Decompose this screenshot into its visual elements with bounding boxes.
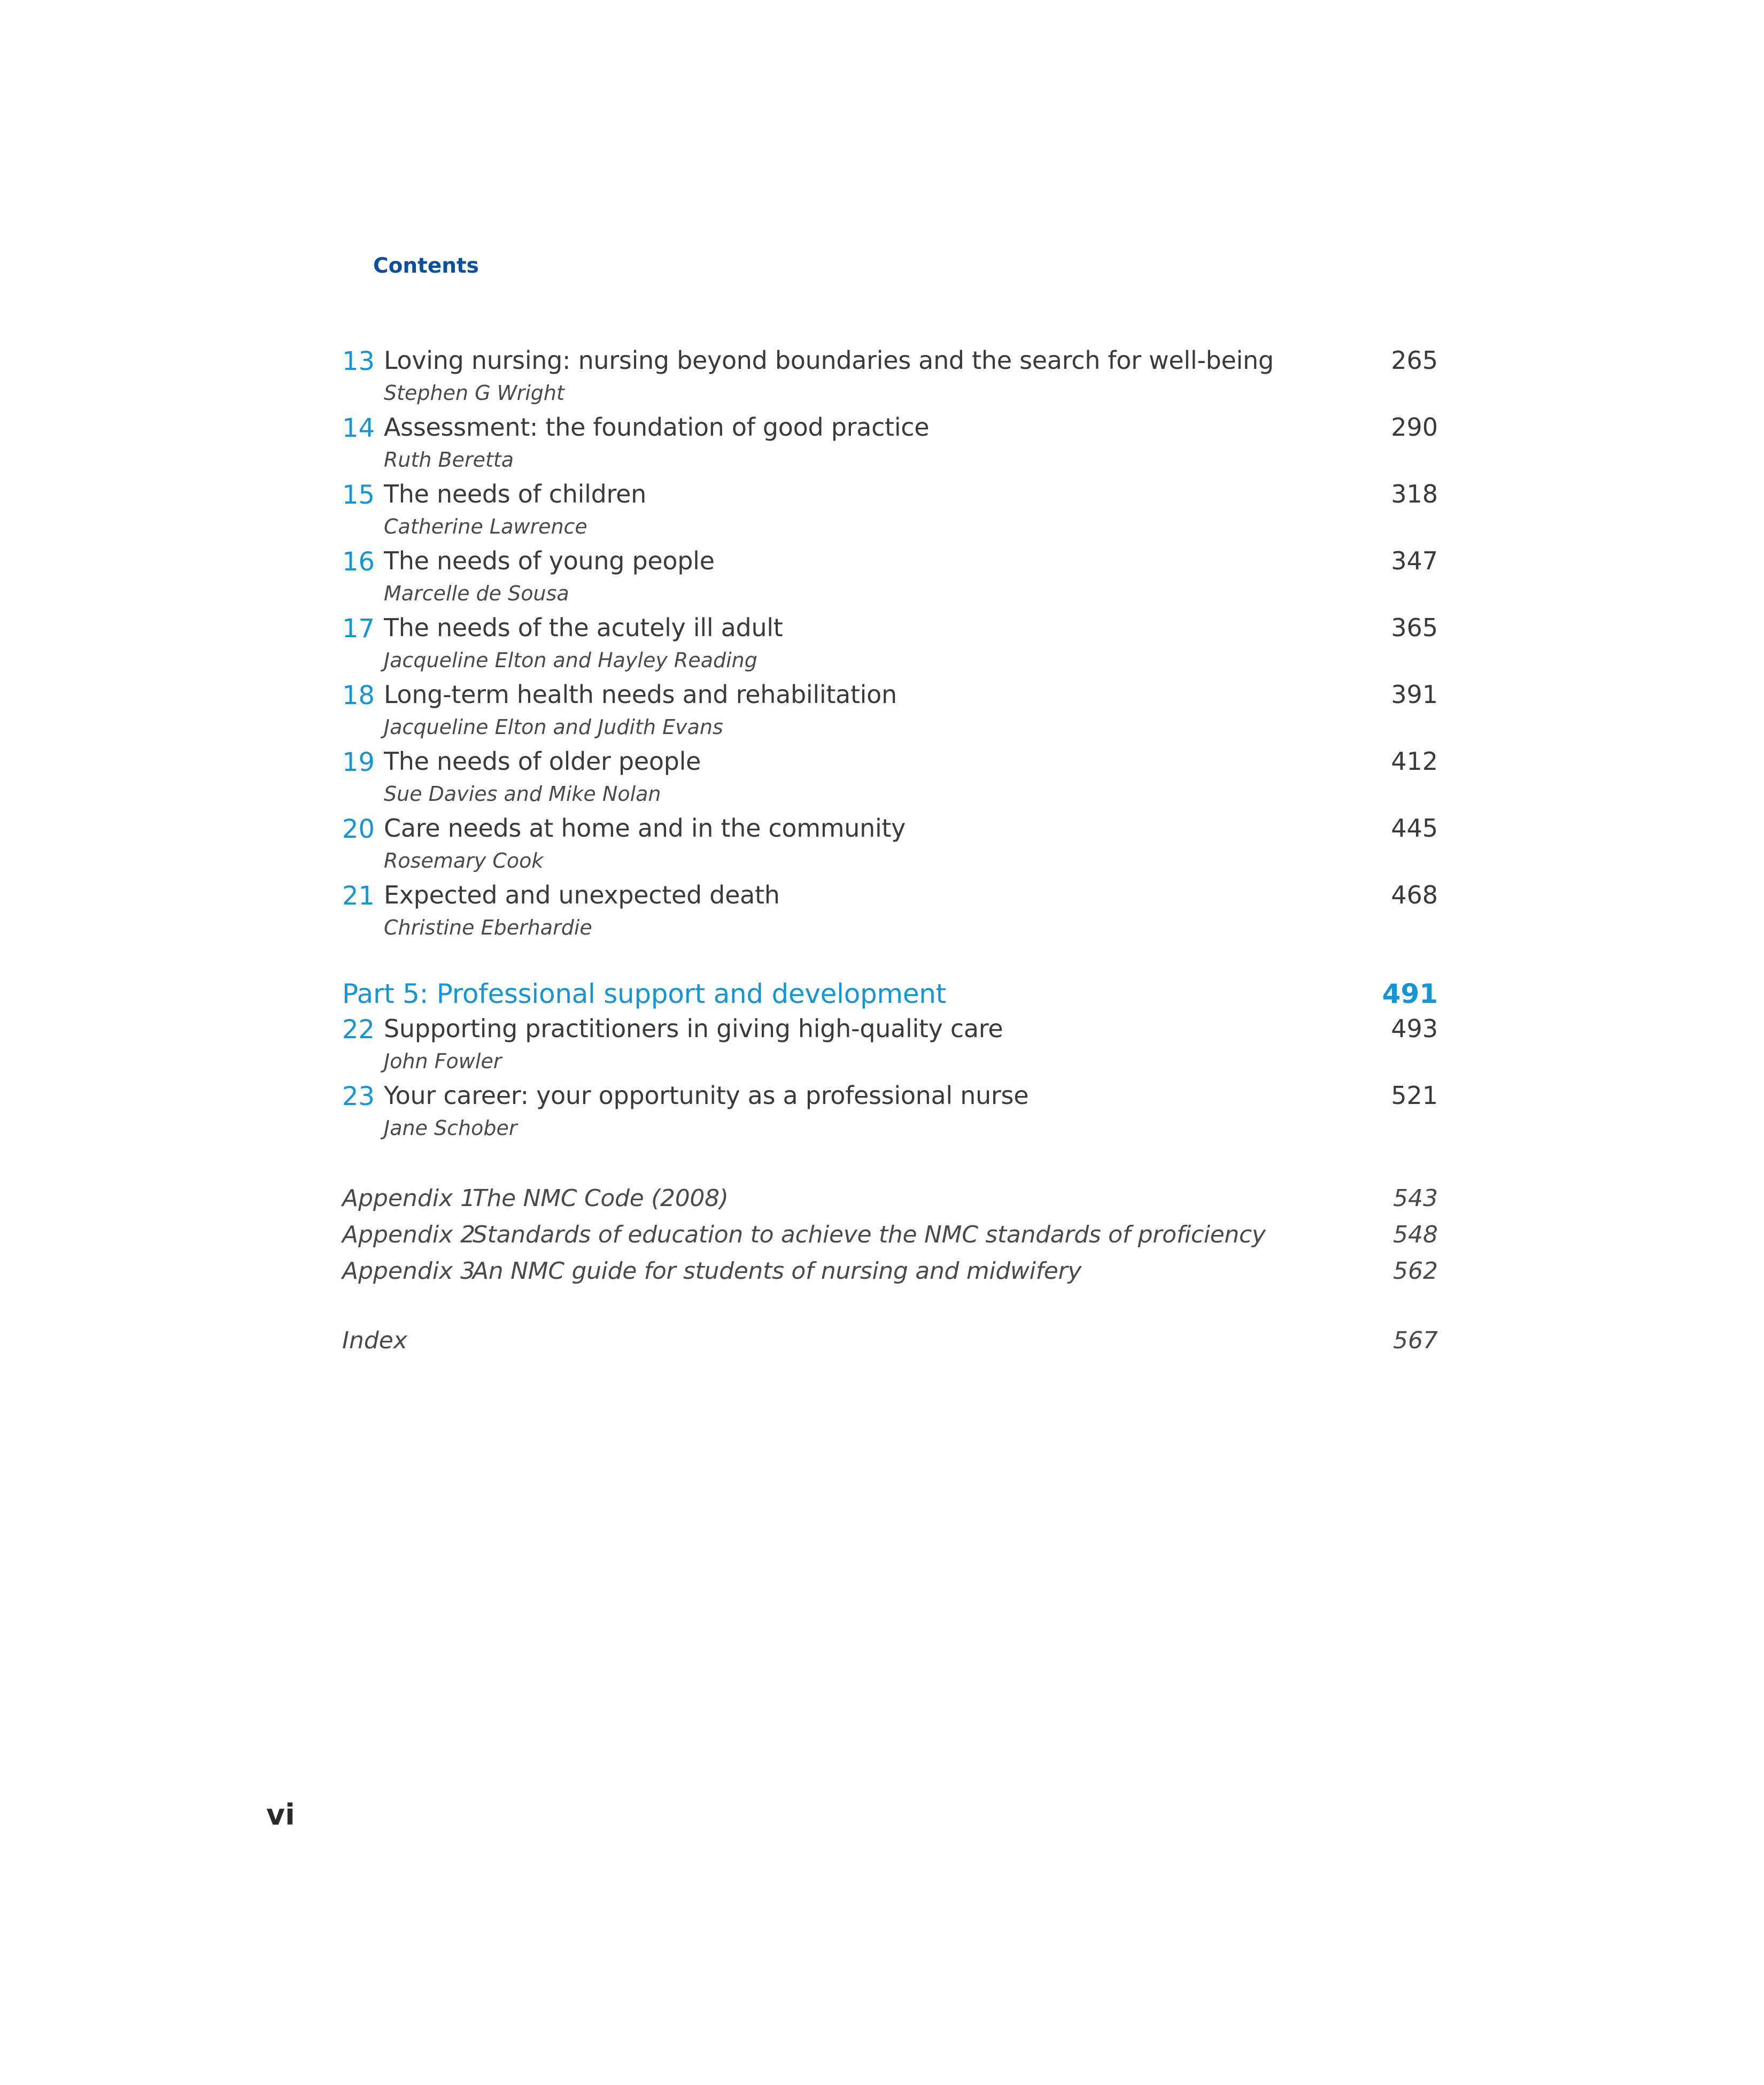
chapter-title: The needs of the acutely ill adult <box>384 613 783 642</box>
chapter-page: 521 <box>1391 1081 1438 1110</box>
chapter-author: Ruth Beretta <box>384 448 514 472</box>
toc-entry-13[interactable] <box>342 345 1438 412</box>
chapter-number: 17 <box>342 614 375 644</box>
chapter-title: Your career: your opportunity as a professional nurse <box>384 1081 1029 1110</box>
chapter-author: Rosemary Cook <box>384 849 544 872</box>
toc-entry-15[interactable] <box>342 478 1438 545</box>
chapter-page: 445 <box>1391 814 1438 843</box>
toc-entry-20[interactable] <box>342 813 1438 879</box>
chapter-number: 23 <box>342 1082 375 1111</box>
chapter-page: 391 <box>1391 680 1438 709</box>
appendix-page: 548 <box>1393 1221 1438 1248</box>
page-folio: vi <box>266 1798 295 1832</box>
toc-entry-23[interactable] <box>342 1080 1438 1147</box>
appendix-title: The NMC Code (2008) <box>473 1185 729 1212</box>
chapter-number: 20 <box>342 814 375 844</box>
index-entry[interactable] <box>342 1325 1438 1362</box>
toc-entry-17[interactable] <box>342 612 1438 679</box>
chapter-author: Jane Schober <box>384 1116 517 1140</box>
index-page: 567 <box>1393 1327 1438 1354</box>
chapter-page: 318 <box>1391 480 1438 508</box>
chapter-number: 19 <box>342 747 375 777</box>
chapter-title: The needs of children <box>384 480 646 508</box>
appendix-list <box>342 1183 1438 1292</box>
appendix-title: An NMC guide for students of nursing and midwifery <box>473 1257 1082 1285</box>
chapter-title: Supporting practitioners in giving high-quality care <box>384 1014 1003 1043</box>
chapter-author: Sue Davies and Mike Nolan <box>384 782 661 806</box>
part-heading[interactable] <box>342 977 1438 1013</box>
chapter-author: Jacqueline Elton and Judith Evans <box>384 715 723 739</box>
chapter-page: 265 <box>1391 346 1438 375</box>
chapter-number: 22 <box>342 1015 375 1045</box>
toc-entry-18[interactable] <box>342 679 1438 746</box>
chapter-author: Christine Eberhardie <box>384 916 592 939</box>
chapter-number: 15 <box>342 480 375 510</box>
chapter-number: 18 <box>342 681 375 711</box>
index-label: Index <box>342 1327 407 1354</box>
appendix-label: Appendix 1 <box>342 1185 476 1212</box>
appendix-page: 562 <box>1393 1257 1438 1285</box>
chapter-title: Expected and unexpected death <box>384 881 780 909</box>
chapter-title: Assessment: the foundation of good practice <box>384 413 930 442</box>
toc-entry-14[interactable] <box>342 412 1438 478</box>
appendix-entry-1[interactable] <box>342 1183 1438 1219</box>
appendix-page: 543 <box>1393 1185 1438 1212</box>
toc-entry-22[interactable] <box>342 1013 1438 1080</box>
chapter-title: Loving nursing: nursing beyond boundaries and the search for well-being <box>384 346 1274 375</box>
part-title: Part 5: Professional support and development <box>342 978 946 1009</box>
chapter-number: 16 <box>342 547 375 577</box>
chapter-number: 13 <box>342 346 375 376</box>
chapter-page: 365 <box>1391 613 1438 642</box>
part-page: 491 <box>1382 978 1438 1009</box>
chapter-number: 21 <box>342 881 375 911</box>
chapter-page: 493 <box>1391 1014 1438 1043</box>
chapter-page: 290 <box>1391 413 1438 442</box>
chapter-author: Jacqueline Elton and Hayley Reading <box>384 648 757 672</box>
chapter-author: John Fowler <box>384 1049 502 1073</box>
appendix-entry-3[interactable] <box>342 1256 1438 1292</box>
chapter-title: Long-term health needs and rehabilitation <box>384 680 897 709</box>
chapter-title: The needs of young people <box>384 546 715 575</box>
appendix-title: Standards of education to achieve the NMC standards of proficiency <box>473 1221 1266 1248</box>
chapter-number: 14 <box>342 413 375 443</box>
toc-entry-21[interactable] <box>342 879 1438 946</box>
chapter-page: 468 <box>1391 881 1438 909</box>
toc-entry-19[interactable] <box>342 746 1438 813</box>
appendix-label: Appendix 2 <box>342 1221 476 1248</box>
toc-entry-16[interactable] <box>342 545 1438 612</box>
chapter-author: Marcelle de Sousa <box>384 582 569 605</box>
chapter-author: Stephen G Wright <box>384 381 564 405</box>
chapter-title: Care needs at home and in the community <box>384 814 906 843</box>
appendix-entry-2[interactable] <box>342 1219 1438 1256</box>
chapter-title: The needs of older people <box>384 747 701 776</box>
table-of-contents <box>342 345 1438 1362</box>
chapter-page: 347 <box>1391 546 1438 575</box>
chapter-page: 412 <box>1391 747 1438 776</box>
appendix-label: Appendix 3 <box>342 1257 476 1285</box>
chapter-author: Catherine Lawrence <box>384 515 587 538</box>
running-head: Contents <box>373 254 479 278</box>
